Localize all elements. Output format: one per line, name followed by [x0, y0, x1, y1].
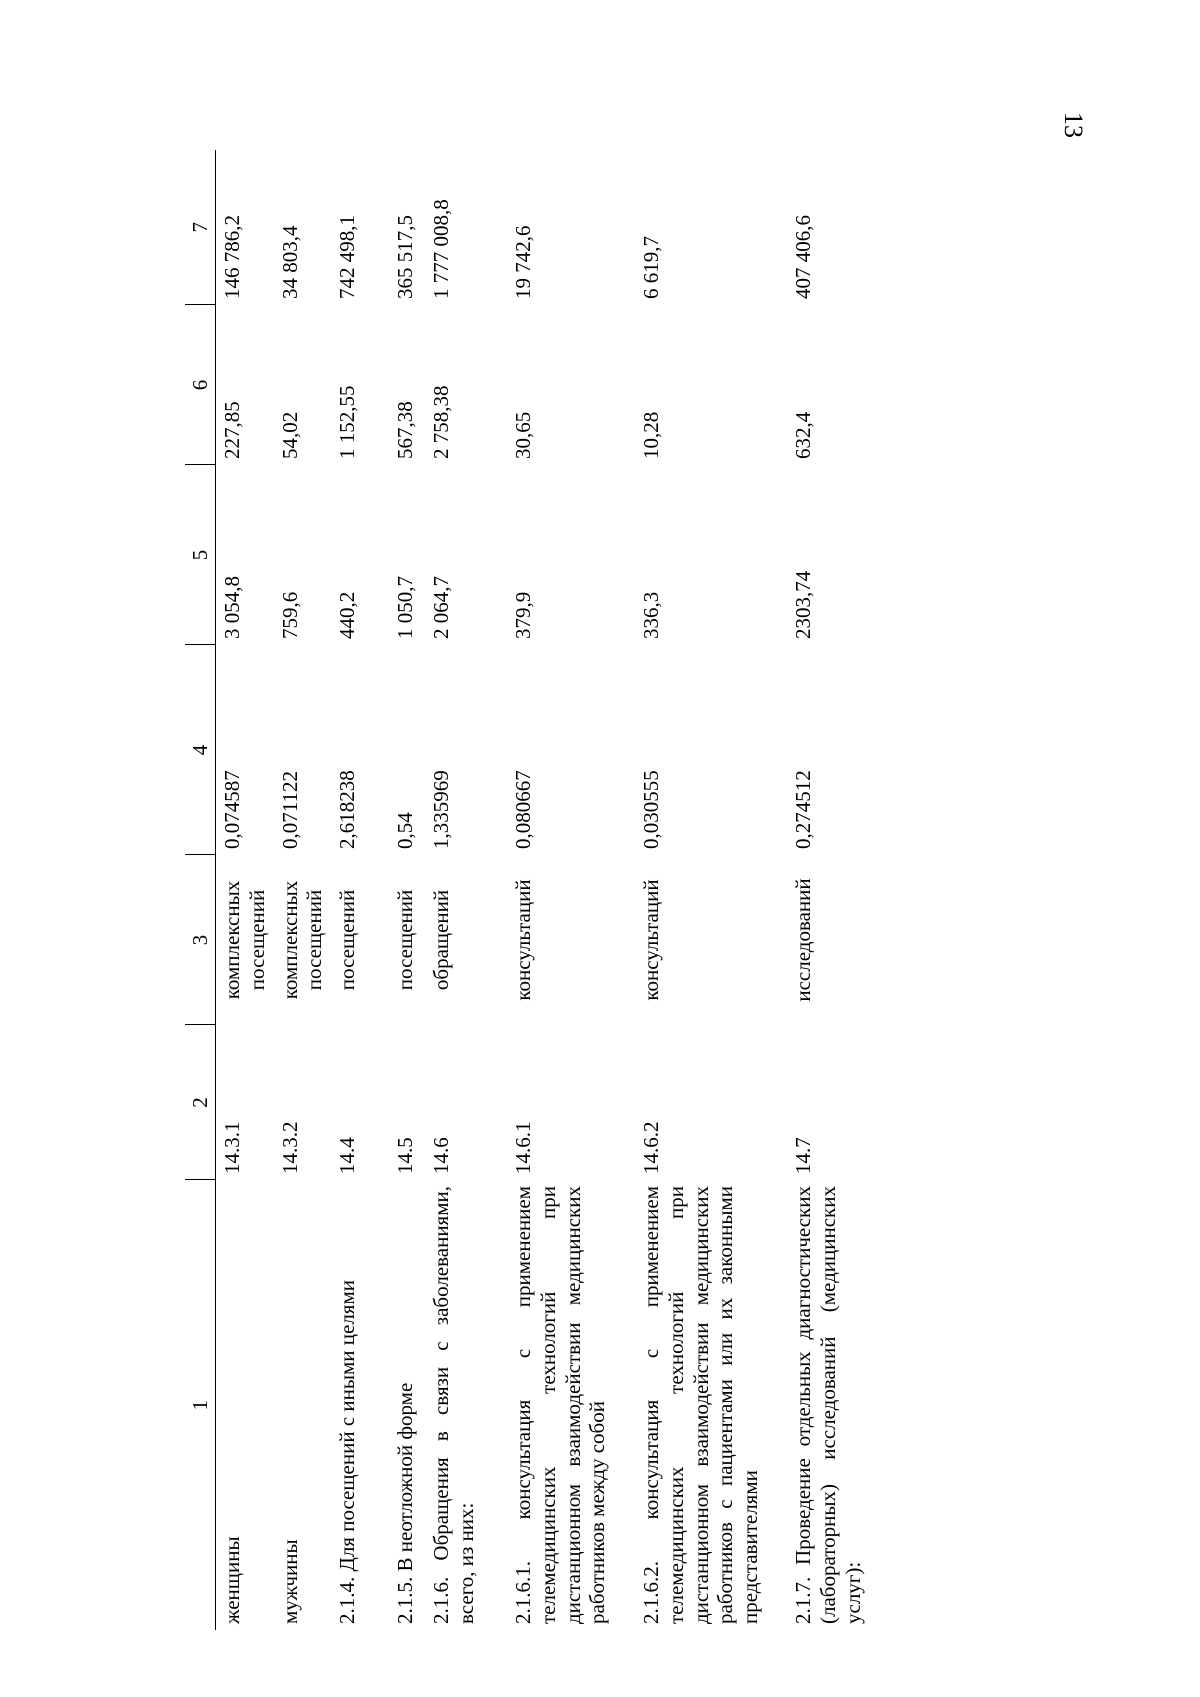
column-header: 7	[185, 150, 216, 305]
row-cost: 336,3	[639, 591, 664, 639]
row-total: 407 406,6	[791, 215, 816, 299]
row-cost: 3 054,8	[220, 576, 244, 639]
column-header: 4	[185, 645, 216, 855]
rotated-table-container	[185, 150, 1185, 1630]
row-cost: 759,6	[277, 591, 302, 639]
row-total: 6 619,7	[639, 236, 664, 299]
row-per-capita: 227,85	[220, 401, 244, 459]
row-label: 2.1.6. Обращения в связи с заболеваниями, всего, из них:	[429, 1186, 478, 1624]
row-cost: 2 064,7	[429, 576, 454, 639]
table-row	[331, 150, 389, 1630]
row-code: 14.6	[429, 1137, 454, 1174]
row-unit: обращений	[429, 889, 454, 991]
row-cost: 2303,74	[791, 570, 816, 639]
column-header: 2	[185, 1025, 216, 1180]
row-unit: комплексных посещений	[277, 880, 327, 1000]
table-row	[216, 150, 274, 1630]
table-row	[389, 150, 425, 1630]
row-norm: 1,335969	[429, 770, 454, 849]
table-row	[507, 150, 635, 1630]
row-per-capita: 632,4	[791, 411, 816, 459]
row-label: 2.1.7. Проведение отдельных диагностических (лабораторных) исследований (медицинских услуг):	[791, 1186, 865, 1624]
row-norm: 0,074587	[220, 770, 244, 849]
row-code: 14.3.1	[220, 1121, 244, 1174]
row-unit: консультаций	[511, 879, 536, 1001]
row-code: 14.7	[791, 1137, 816, 1174]
row-code: 14.3.2	[277, 1121, 302, 1174]
row-per-capita: 54,02	[277, 411, 302, 459]
row-code: 14.5	[393, 1137, 418, 1174]
row-total: 19 742,6	[511, 225, 536, 299]
row-unit: консультаций	[639, 879, 664, 1001]
row-code: 14.4	[335, 1137, 360, 1174]
row-label: женщины	[220, 1536, 244, 1624]
column-header: 1	[185, 1180, 216, 1630]
row-per-capita: 1 152,55	[335, 385, 360, 459]
row-per-capita: 2 758,38	[429, 385, 454, 459]
row-per-capita: 10,28	[639, 411, 664, 459]
row-unit: посещений	[335, 889, 360, 991]
row-cost: 440,2	[335, 591, 360, 639]
row-norm: 0,030555	[639, 770, 664, 849]
header-row	[185, 150, 216, 1630]
row-cost: 1 050,7	[393, 576, 418, 639]
row-norm: 0,54	[393, 812, 418, 849]
row-total: 1 777 008,8	[429, 199, 454, 299]
row-label: 2.1.6.2. консультация с применением телемедицинских технологий при дистанционном взаимодействии медицинских работников с пациентами или их законными представителями	[639, 1186, 763, 1624]
row-per-capita: 30,65	[511, 411, 536, 459]
row-total: 365 517,5	[393, 215, 418, 299]
row-norm: 0,071122	[277, 771, 302, 849]
row-unit: посещений	[393, 889, 418, 991]
row-total: 34 803,4	[277, 225, 302, 299]
table-row	[425, 150, 507, 1630]
row-total: 146 786,2	[220, 215, 244, 299]
row-unit: исследований	[791, 878, 816, 1002]
tariff-table	[185, 150, 899, 1630]
row-label: мужчины	[277, 1539, 302, 1624]
column-header: 5	[185, 465, 216, 645]
column-header: 3	[185, 855, 216, 1025]
column-header: 6	[185, 305, 216, 465]
row-norm: 0,080667	[511, 770, 536, 849]
row-total: 742 498,1	[335, 215, 360, 299]
row-cost: 379,9	[511, 591, 536, 639]
row-norm: 2,618238	[335, 770, 360, 849]
table-row	[274, 150, 332, 1630]
table-row	[787, 150, 899, 1630]
table-row	[635, 150, 787, 1630]
row-code: 14.6.2	[639, 1121, 664, 1174]
row-label: 2.1.4. Для посещений с иными целями	[335, 1280, 360, 1624]
page-number: 13	[1059, 112, 1088, 138]
row-per-capita: 567,38	[393, 401, 418, 459]
row-code: 14.6.1	[511, 1121, 536, 1174]
row-label: 2.1.5. В неотложной форме	[393, 1382, 418, 1624]
row-label: 2.1.6.1. консультация с применением телемедицинских технологий при дистанционном взаимодействии медицинских работников между собой	[511, 1186, 610, 1624]
row-unit: комплексных посещений	[220, 880, 269, 1000]
row-norm: 0,274512	[791, 770, 816, 849]
